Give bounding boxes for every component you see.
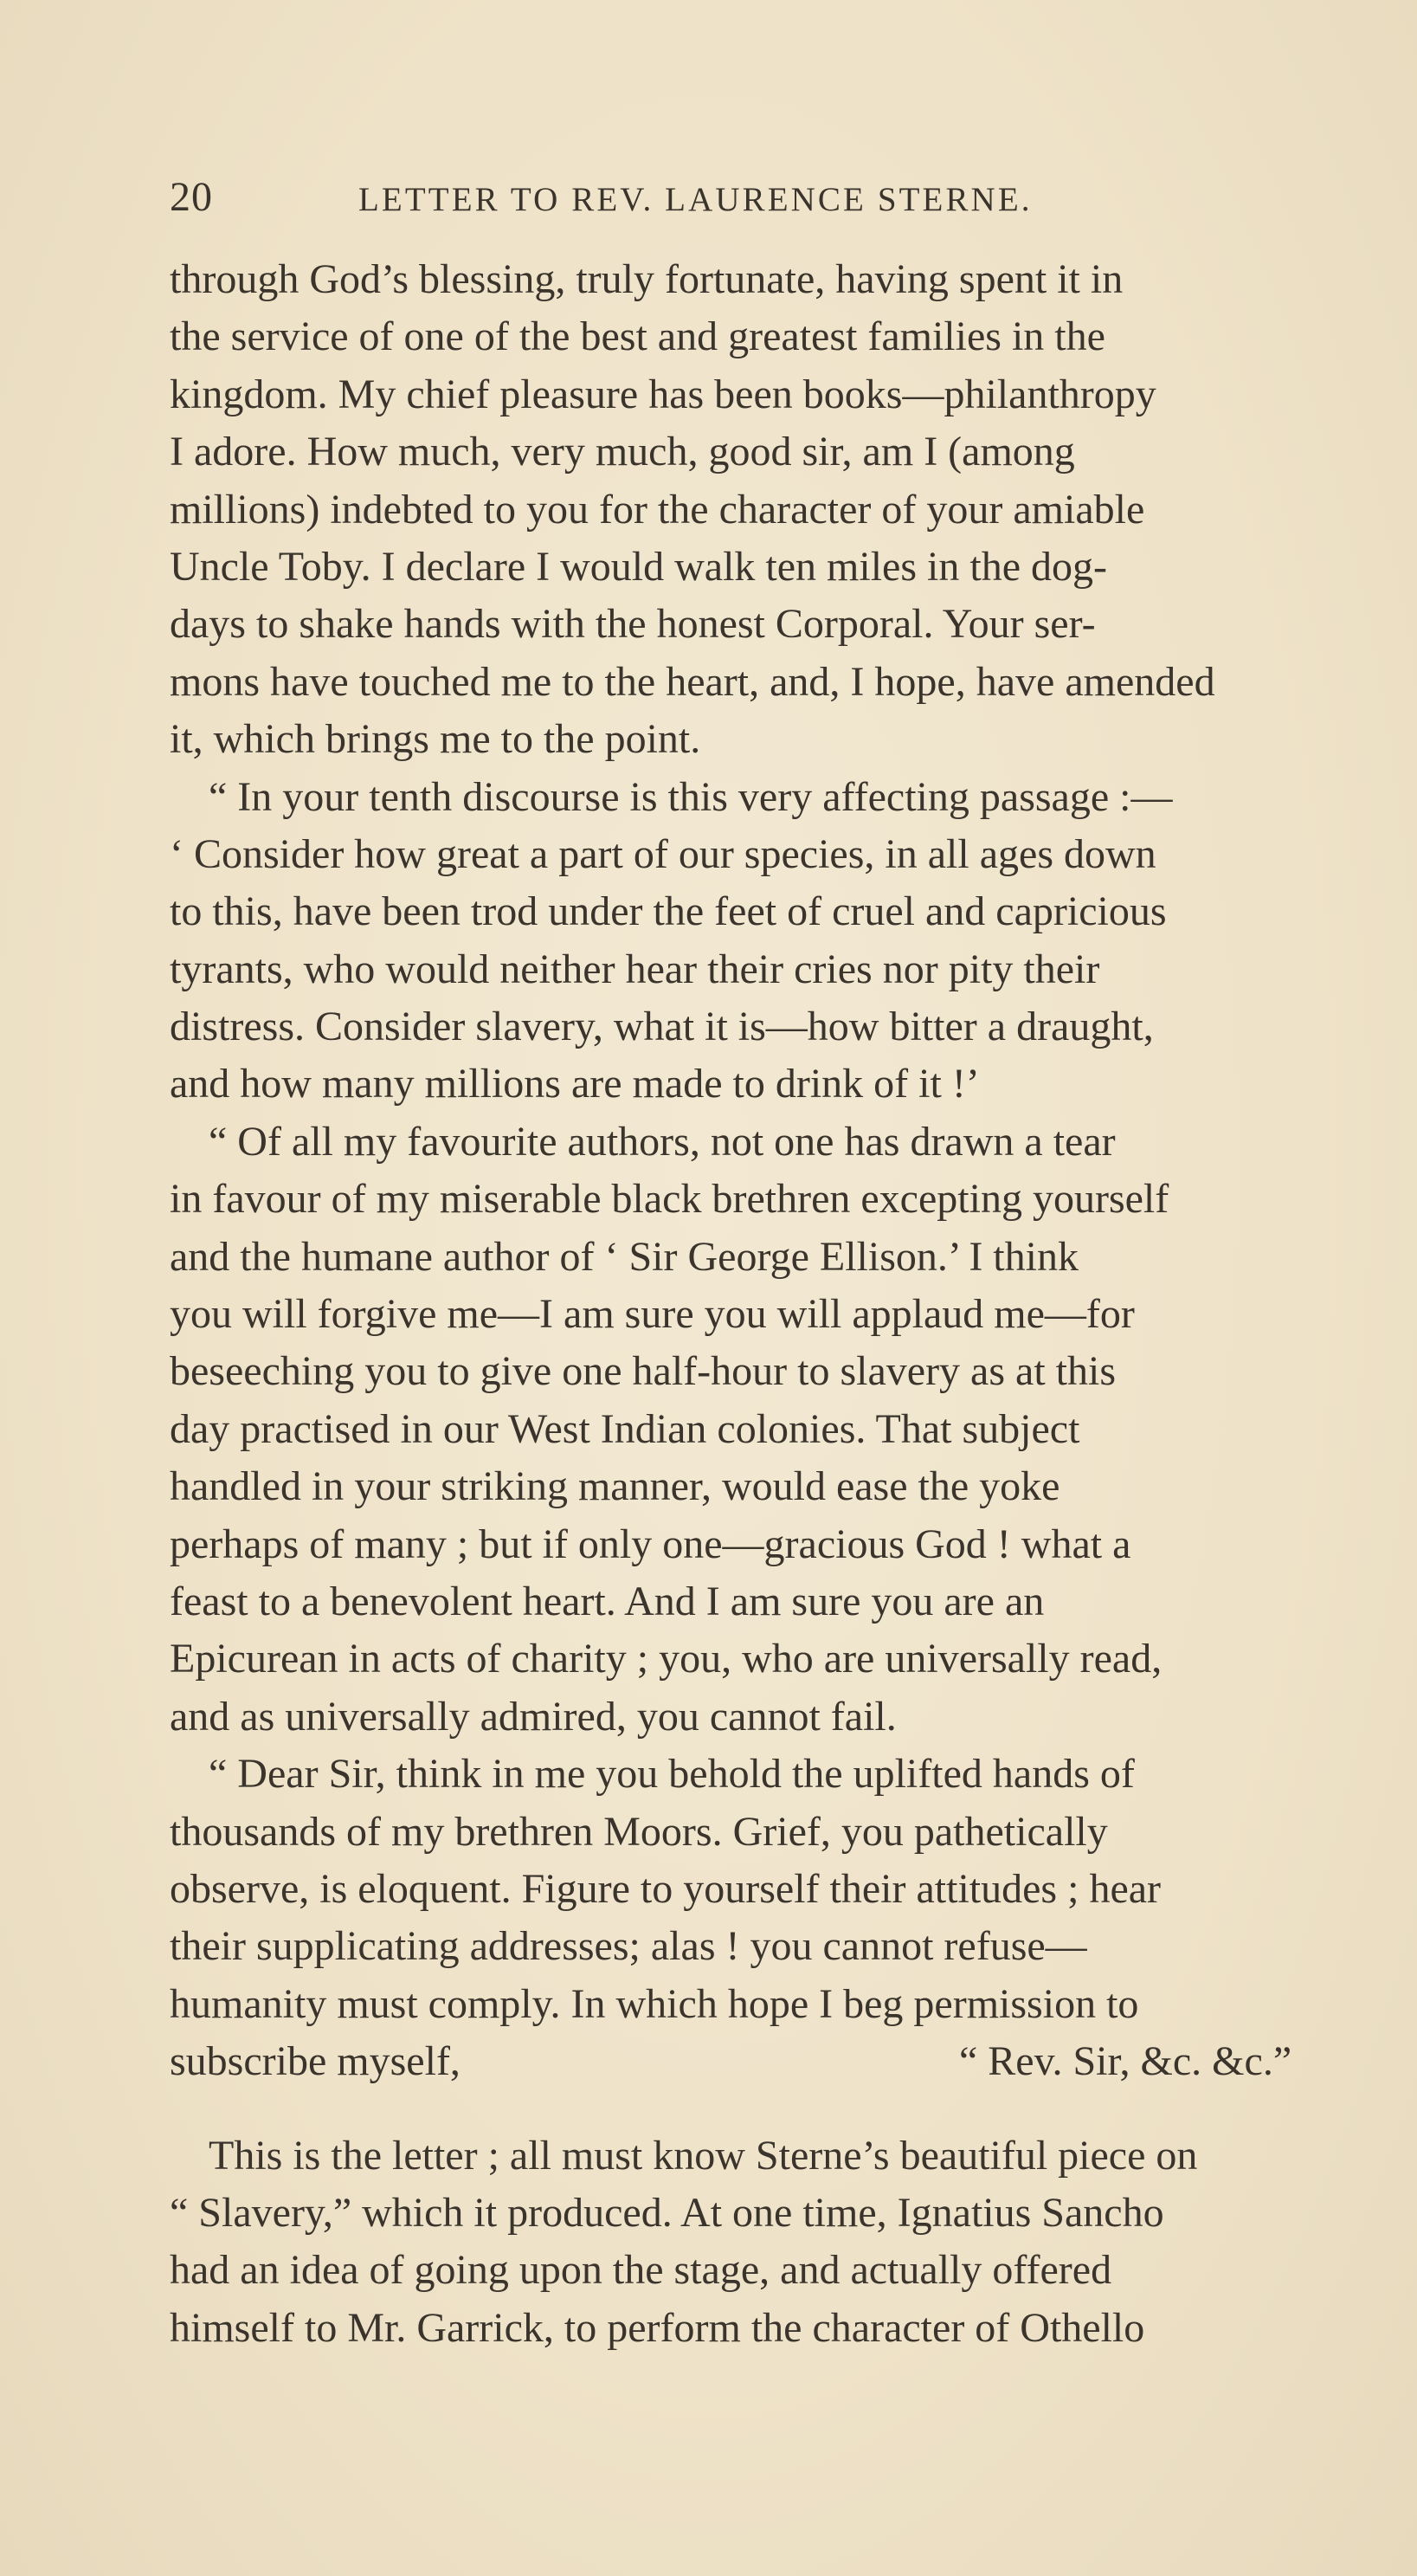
text-line: kingdom. My chief pleasure has been books—philanthropy [170, 371, 1156, 417]
text-line: perhaps of many ; but if only one—gracious God ! what a [170, 1520, 1131, 1567]
paragraph-start-line: “ Dear Sir, think in me you behold the uplifted hands of [209, 1751, 1135, 1798]
text-line: humanity must comply. In which hope I beg permission to [170, 1980, 1139, 2027]
text-line: Epicurean in acts of charity ; you, who are universally read, [170, 1636, 1163, 1682]
text-line: and the humane author of ‘ Sir George Ellison.’ I think [170, 1233, 1079, 1280]
text-line: I adore. How much, very much, good sir, am I (among [170, 429, 1075, 475]
text-line: the service of one of the best and greatest families in the [170, 313, 1105, 360]
text-line: Uncle Toby. I declare I would walk ten miles in the dog- [170, 543, 1107, 590]
paragraph-start-line: “ In your tenth discourse is this very affecting passage :— [209, 773, 1173, 820]
text-line: you will forgive me—I am sure you will applaud me—for [170, 1291, 1135, 1338]
paragraph-start-line: “ Of all my favourite authors, not one has drawn a tear [209, 1118, 1116, 1165]
text-line: and as universally admired, you cannot fail. [170, 1693, 897, 1740]
page-header [170, 171, 1309, 223]
text-line: it, which brings me to the point. [170, 716, 701, 763]
text-line: handled in your striking manner, would ease the yoke [170, 1463, 1060, 1510]
text-line: “ Slavery,” which it produced. At one time, Ignatius Sancho [170, 2189, 1164, 2236]
text-line: through God’s blessing, truly fortunate, having spent it in [170, 256, 1124, 302]
text-line: beseeching you to give one half-hour to slavery as at this [170, 1348, 1117, 1395]
text-line: their supplicating addresses; alas ! you cannot refuse— [170, 1923, 1087, 1970]
running-head: LETTER TO REV. LAURENCE STERNE. [358, 181, 1033, 218]
paragraph-start-line: This is the letter ; all must know Sterne’s beautiful piece on [209, 2132, 1198, 2179]
text-line: feast to a benevolent heart. And I am sure you are an [170, 1578, 1045, 1624]
page-number: 20 [170, 174, 213, 220]
text-line: in favour of my miserable black brethren excepting yourself [170, 1176, 1169, 1223]
text-line: distress. Consider slavery, what it is—how bitter a draught, [170, 1004, 1154, 1050]
text-line: millions) indebted to you for the character of your amiable [170, 486, 1145, 533]
text-line: ‘ Consider how great a part of our species, in all ages down [170, 830, 1156, 877]
text-line: and how many millions are made to drink of it !’ [170, 1061, 980, 1107]
text-line: had an idea of going upon the stage, and actually offered [170, 2247, 1112, 2294]
text-line: day practised in our West Indian colonies. That subject [170, 1405, 1080, 1452]
text-line: mons have touched me to the heart, and, I hope, have amended [170, 658, 1215, 705]
paragraph-gap [170, 2091, 1319, 2127]
body-text [170, 251, 1319, 2357]
closing-line [170, 2033, 1319, 2090]
text-line: days to shake hands with the honest Corporal. Your ser- [170, 601, 1096, 648]
text-line: observe, is eloquent. Figure to yourself their attitudes ; hear [170, 1865, 1162, 1912]
letter-signature: “ Rev. Sir, &c. &c.” [958, 2038, 1292, 2085]
text-line: thousands of my brethren Moors. Grief, you pathetically [170, 1808, 1108, 1855]
text-line: tyrants, who would neither hear their cries nor pity their [170, 946, 1100, 992]
text-line: to this, have been trod under the feet of cruel and capricious [170, 888, 1167, 935]
subscribe-text: subscribe myself, [170, 2038, 461, 2085]
text-line: himself to Mr. Garrick, to perform the character of Othello [170, 2304, 1145, 2351]
